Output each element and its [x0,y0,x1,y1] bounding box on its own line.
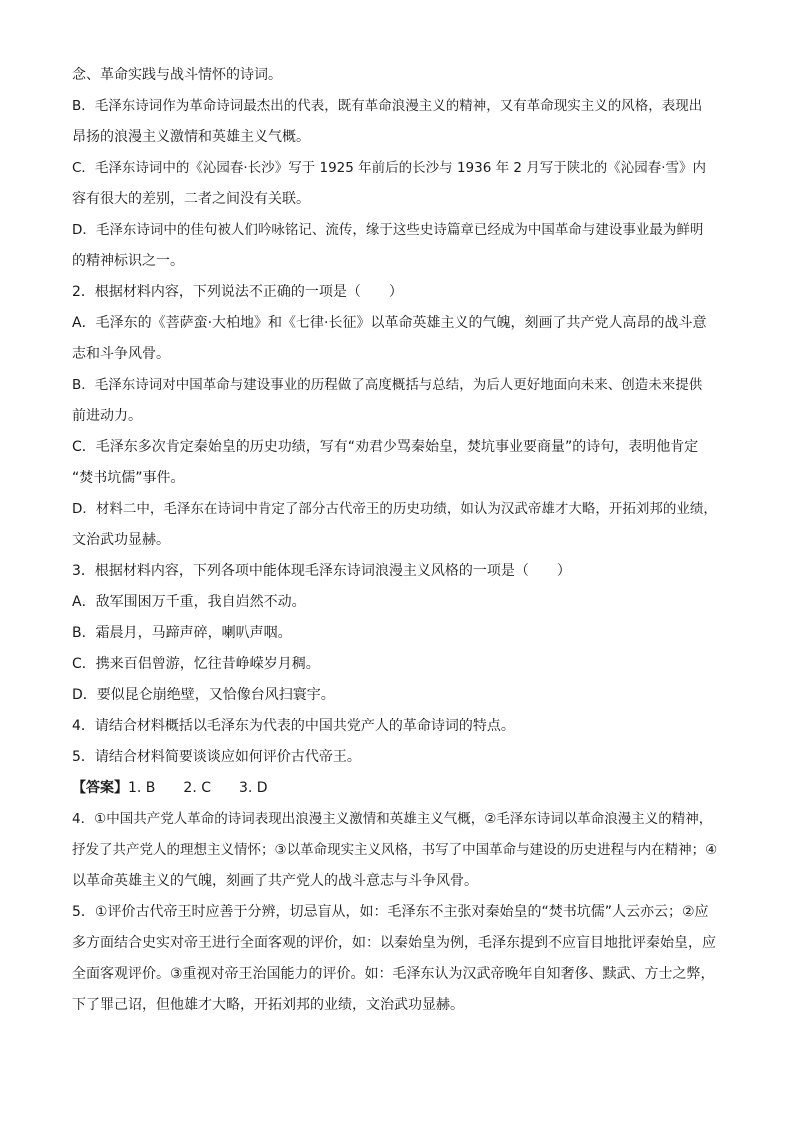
question-4: 4．请结合材料概括以毛泽东为代表的中国共党产人的革命诗词的特点。 [72,718,515,734]
text-line: “焚书坑儒”事件。 [72,470,185,486]
option-d-line: D．材料二中，毛泽东在诗词中肯定了部分古代帝王的历史功绩，如认为汉武帝雄才大略，开拓刘邦的业绩， [72,501,717,517]
text-line: 前进动力。 [72,408,142,424]
text-line: 志和斗争风骨。 [72,346,170,362]
option-b-line: B．霜晨月，马蹄声碎，喇叭声咽。 [72,625,292,641]
option-d-line: D．要似昆仑崩绝壁，又恰像台风扫寰宇。 [72,687,335,703]
option-b-line: B．毛泽东诗词对中国革命与建设事业的历程做了高度概括与总结，为后人更好地面向未来、创造未来提供 [72,377,703,393]
answer-line [72,773,724,804]
text-line: 抒发了共产党人的理想主义情怀；③以革命现实主义风格，书写了中国革命与建设的历史进程与内在精神；④ [72,842,718,858]
answer-tag: 【答案】 [72,780,128,796]
text-line: 容有很大的差别，二者之间没有关联。 [72,191,310,207]
text-line: 的精神标识之一。 [72,253,184,269]
option-a-line: A．毛泽东的《菩萨蛮·大柏地》和《七律·长征》以革命英雄主义的气魄，刻画了共产党人高昂的战斗意 [72,315,707,331]
text-line: 以革命英雄主义的气魄，刻画了共产党人的战斗意志与斗争风骨。 [72,873,478,889]
document-page [72,60,724,1021]
text-line: 念、革命实践与战斗情怀的诗词。 [72,67,282,83]
option-b-line: B．毛泽东诗词作为革命诗词最杰出的代表，既有革命浪漫主义的精神，又有革命现实主义的风格，表现出 [72,98,703,114]
answer-5-line: 5．①评价古代帝王时应善于分辨，切忌盲从，如：毛泽东不主张对秦始皇的“焚书坑儒”人云亦云；②应 [72,904,709,920]
question-3: 3．根据材料内容，下列各项中能体现毛泽东诗词浪漫主义风格的一项是（ ） [72,563,571,579]
text-line: 下了罪己诏，但他雄才大略，开拓刘邦的业绩，文治武功显赫。 [72,997,464,1013]
text-line: 多方面结合史实对帝王进行全面客观的评价，如：以秦始皇为例，毛泽东提到不应盲目地批评秦始皇，应 [72,935,716,951]
question-5: 5．请结合材料简要谈谈应如何评价古代帝王。 [72,749,361,765]
option-c-line: C．毛泽东诗词中的《沁园春·长沙》写于 1925 年前后的长沙与 1936 年 2 月写于陕北的《沁园春·雪》内 [72,160,707,176]
option-c-line: C．携来百侣曾游，忆往昔峥嵘岁月稠。 [72,656,320,672]
text-line: 全面客观评价。③重视对帝王治国能力的评价。如：毛泽东认为汉武帝晚年自知奢侈、黩武、方士之弊， [72,966,715,982]
question-2: 2．根据材料内容，下列说法不正确的一项是（ ） [72,284,403,300]
text-line: 昂扬的浪漫主义激情和英雄主义气概。 [72,129,310,145]
option-c-line: C．毛泽东多次肯定秦始皇的历史功绩，写有“劝君少骂秦始皇，焚坑事业要商量”的诗句，表明他肯定 [72,439,699,455]
option-d-line: D．毛泽东诗词中的佳句被人们吟咏铭记、流传，缘于这些史诗篇章已经成为中国革命与建设事业最为鲜明 [72,222,704,238]
answer-4-line: 4．①中国共产党人革命的诗词表现出浪漫主义激情和英雄主义气概，②毛泽东诗词以革命浪漫主义的精神， [72,811,713,827]
answer-choices: 1. B 2. C 3. D [128,780,268,796]
text-line: 文治武功显赫。 [72,532,170,548]
option-a-line: A．敌军围困万千重，我自岿然不动。 [72,594,306,610]
